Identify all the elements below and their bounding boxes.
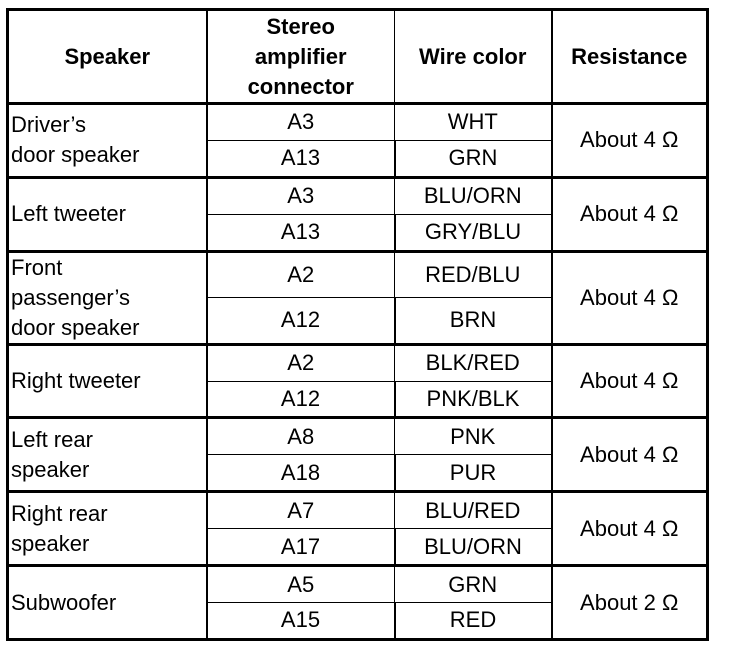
header-resistance: Resistance [552, 10, 708, 104]
header-wire-color: Wire color [395, 10, 552, 104]
speaker-name-line: Left tweeter [11, 201, 126, 227]
resistance-cell: About 4 Ω [552, 418, 708, 492]
speaker-name [8, 418, 207, 492]
speaker-name [8, 177, 207, 251]
table-row [8, 177, 708, 214]
connector-cell: A12 [207, 298, 395, 345]
header-row [8, 10, 708, 104]
wire-color-cell: PNK/BLK [395, 381, 552, 418]
speaker-name [8, 566, 207, 640]
speaker-name-line: door speaker [11, 314, 140, 340]
table-row [8, 418, 708, 455]
connector-cell: A17 [207, 529, 395, 566]
speaker-name [8, 344, 207, 418]
connector-cell: A3 [207, 177, 395, 214]
connector-cell: A8 [207, 418, 395, 455]
speaker-name-line: speaker [11, 530, 90, 556]
speaker-name-line: Left rear [11, 426, 93, 452]
header-connector [207, 10, 395, 104]
resistance-cell: About 4 Ω [552, 492, 708, 566]
speaker-name-line: Right rear [11, 500, 108, 526]
table-row [8, 251, 708, 298]
table-row [8, 104, 708, 141]
speaker-name [8, 251, 207, 344]
table-row [8, 566, 708, 603]
table-row [8, 344, 708, 381]
table-row [8, 492, 708, 529]
resistance-cell: About 4 Ω [552, 251, 708, 344]
wire-color-cell: BLK/RED [395, 344, 552, 381]
header-connector-line: Stereo [266, 13, 335, 39]
header-speaker: Speaker [8, 10, 207, 104]
connector-cell: A2 [207, 344, 395, 381]
wire-color-cell: BLU/ORN [395, 529, 552, 566]
wire-color-cell: GRN [395, 140, 552, 177]
wire-color-cell: RED [395, 602, 552, 639]
connector-cell: A5 [207, 566, 395, 603]
connector-cell: A18 [207, 455, 395, 492]
connector-cell: A3 [207, 104, 395, 141]
connector-cell: A7 [207, 492, 395, 529]
connector-cell: A15 [207, 602, 395, 639]
resistance-cell: About 4 Ω [552, 177, 708, 251]
wire-color-cell: GRN [395, 566, 552, 603]
connector-cell: A13 [207, 214, 395, 251]
connector-cell: A2 [207, 251, 395, 298]
speaker-name-line: Driver’s [11, 112, 86, 138]
header-connector-line: connector [247, 73, 354, 99]
resistance-cell: About 2 Ω [552, 566, 708, 640]
resistance-cell: About 4 Ω [552, 344, 708, 418]
speaker-name-line: Right tweeter [11, 368, 141, 394]
wire-color-cell: PNK [395, 418, 552, 455]
wire-color-cell: RED/BLU [395, 251, 552, 298]
wire-color-cell: PUR [395, 455, 552, 492]
wire-color-cell: BLU/RED [395, 492, 552, 529]
connector-cell: A13 [207, 140, 395, 177]
resistance-cell: About 4 Ω [552, 104, 708, 178]
speaker-name-line: door speaker [11, 142, 140, 168]
speaker-name-line: Front [11, 254, 63, 280]
wire-color-cell: WHT [395, 104, 552, 141]
speaker-name-line: passenger’s [11, 284, 131, 310]
connector-cell: A12 [207, 381, 395, 418]
wire-color-cell: BLU/ORN [395, 177, 552, 214]
wire-color-cell: GRY/BLU [395, 214, 552, 251]
speaker-name-line: speaker [11, 456, 90, 482]
speaker-name [8, 492, 207, 566]
header-connector-line: amplifier [254, 43, 347, 69]
speaker-name [8, 104, 207, 178]
speaker-name-line: Subwoofer [11, 589, 117, 615]
wire-color-cell: BRN [395, 298, 552, 345]
speaker-resistance-table [6, 8, 709, 641]
